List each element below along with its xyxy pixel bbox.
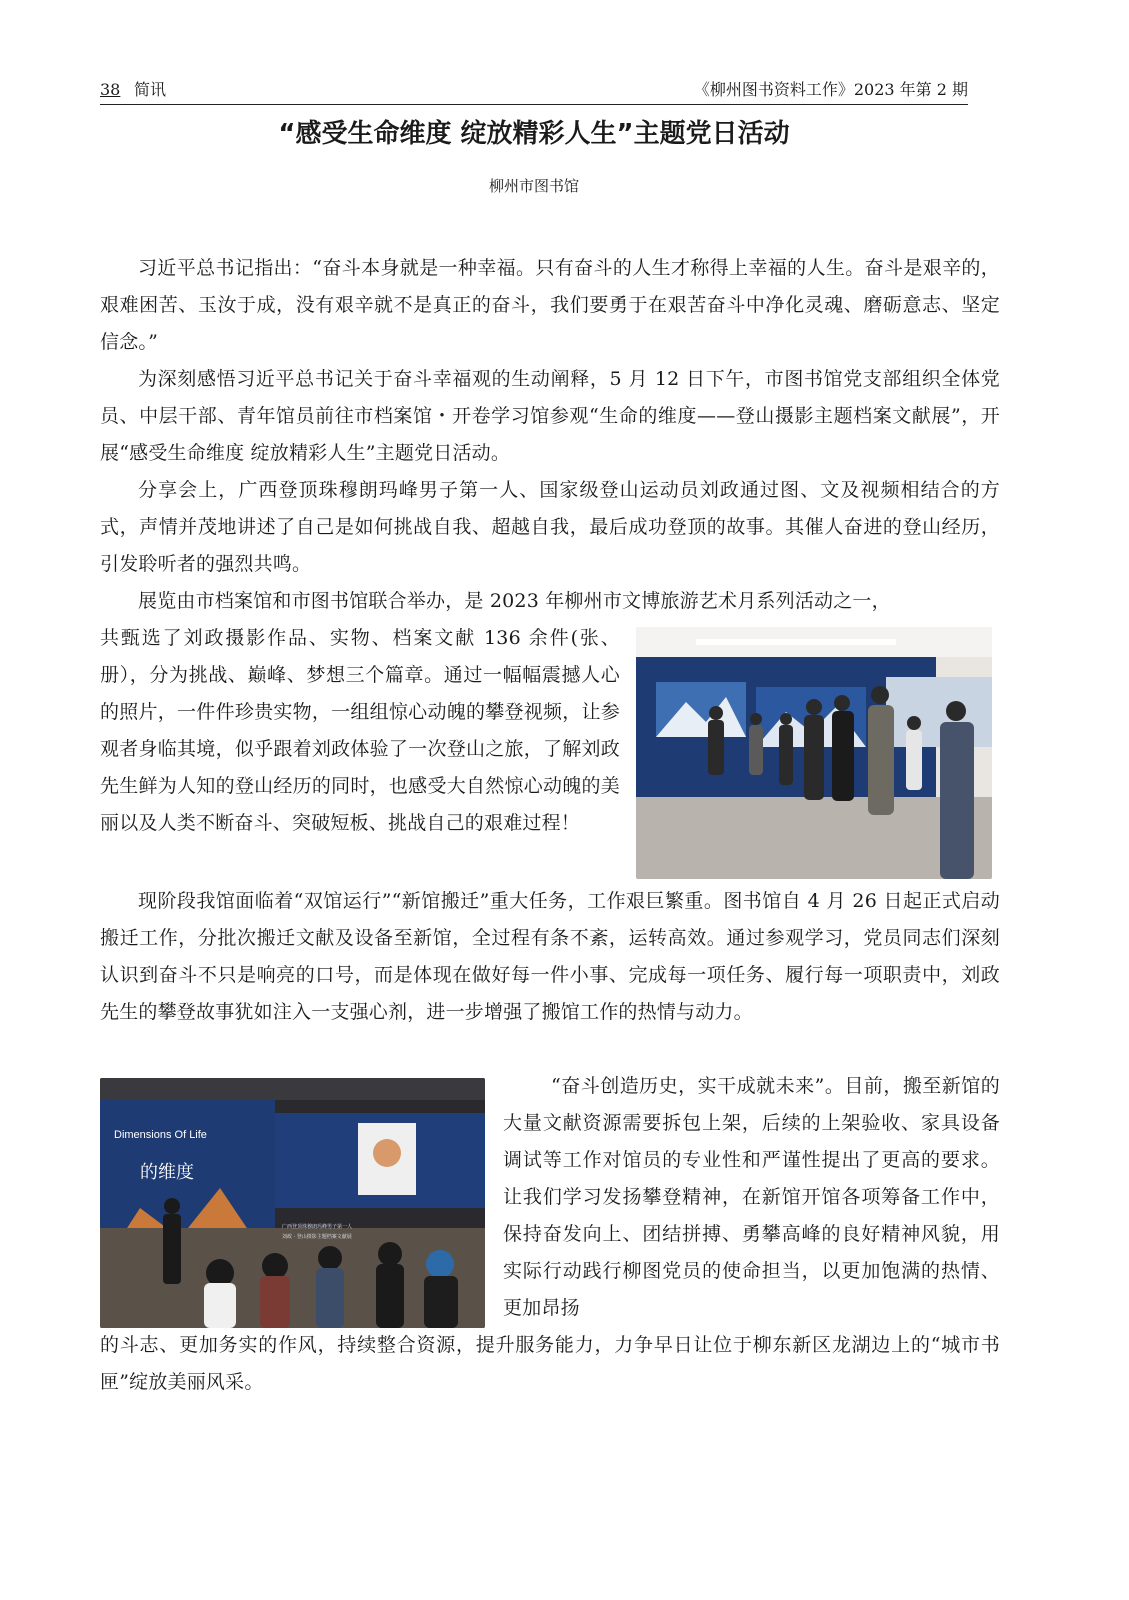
sharing-session-photo: [100, 1078, 485, 1328]
exhibit-board-line-2: 刘政 · 登山摄影主题档案文献展: [282, 1234, 352, 1240]
article-author: 柳州市图书馆: [488, 177, 579, 195]
paragraph-3: 分享会上，广西登顶珠穆朗玛峰男子第一人、国家级登山运动员刘政通过图、文及视频相结合的方式，声情并茂地讲述了自己是如何挑战自我、超越自我，最后成功登顶的故事。其催人奋进的登山经历，引发聆听者的强烈共鸣。: [100, 479, 1000, 575]
page-number: 38: [100, 80, 121, 99]
paragraph-6-full: 的斗志、更加务实的作风，持续整合资源，提升服务能力，力争早日让位于柳东新区龙湖边上的“城市书匣”绽放美丽风采。: [100, 1334, 1000, 1393]
exhibition-visit-photo: [636, 627, 992, 879]
article-title: “感受生命维度 绽放精彩人生”主题党日活动: [278, 119, 790, 149]
running-header: [100, 78, 968, 105]
exhibit-board-line-1: 广西登顶珠穆朗玛峰男子第一人: [282, 1224, 353, 1230]
paragraph-4-wrapped: 共甄选了刘政摄影作品、实物、档案文献 136 余件(张、册），分为挑战、巅峰、梦想三个篇章。通过一幅幅震撼人心的照片，一件件珍贵实物，一组组惊心动魄的攀登视频，让参观者身临其境，似乎跟着刘政体验了一次登山之旅，了解刘政先生鲜为人知的登山经历的同时，也感受大自然惊心动魄的美丽以及人类不断奋斗、突破短板、挑战自己的艰难过程！: [100, 627, 620, 834]
paragraph-4-first-line: 展览由市档案馆和市图书馆联合举办，是 2023 年柳州市文博旅游艺术月系列活动之一，: [138, 590, 891, 612]
paragraph-2: 为深刻感悟习近平总书记关于奋斗幸福观的生动阐释，5 月 12 日下午，市图书馆党支部组织全体党员、中层干部、青年馆员前往市档案馆・开卷学习馆参观“生命的维度——登山摄影主题档案文献展”，开展“感受生命维度 绽放精彩人生”主题党日活动。: [100, 368, 1000, 464]
paragraph-1: 习近平总书记指出：“奋斗本身就是一种幸福。只有奋斗的人生才称得上幸福的人生。奋斗是艰辛的，艰难困苦、玉汝于成，没有艰辛就不是真正的奋斗，我们要勇于在艰苦奋斗中净化灵魂、磨砺意志、坚定信念。”: [100, 257, 1000, 353]
section-label: 简讯: [134, 80, 167, 99]
exhibit-english-title: Dimensions Of Life: [114, 1129, 207, 1141]
journal-issue: 《柳州图书资料工作》2023 年第 2 期: [693, 80, 968, 99]
paragraph-5: 现阶段我馆面临着“双馆运行”“新馆搬迁”重大任务，工作艰巨繁重。图书馆自 4 月 26 日起正式启动搬迁工作，分批次搬迁文献及设备至新馆，全过程有条不紊，运转高效。通过参观学习，党员同志们深刻认识到奋斗不只是响亮的口号，而是体现在做好每一件小事、完成每一项任务、履行每一项职责中，刘政先生的攀登故事犹如注入一支强心剂，进一步增强了搬馆工作的热情与动力。: [100, 890, 1000, 1023]
exhibit-chinese-title: 的维度: [140, 1162, 194, 1183]
paragraph-6-side: “奋斗创造历史，实干成就未来”。目前，搬至新馆的大量文献资源需要拆包上架，后续的上架验收、家具设备调试等工作对馆员的专业性和严谨性提出了更高的要求。让我们学习发扬攀登精神，在新馆开馆各项筹备工作中，保持奋发向上、团结拼搏、勇攀高峰的良好精神风貌，用实际行动践行柳图党员的使命担当，以更加饱满的热情、更加昂扬: [503, 1075, 1000, 1319]
